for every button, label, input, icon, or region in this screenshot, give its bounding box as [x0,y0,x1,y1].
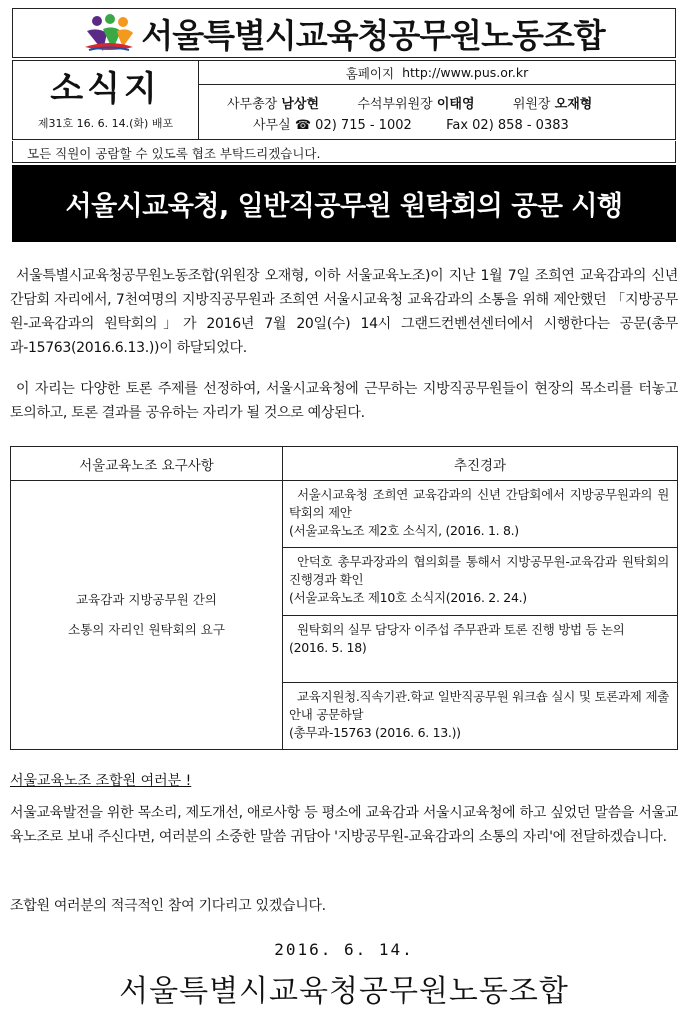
fax-number: 02) 858 - 0383 [472,118,569,133]
homepage-label: 홈페이지 [345,65,395,81]
officer-role: 사무총장 [227,97,278,112]
progress-ref: (총무과-15763 (2016. 6. 13.)) [289,724,461,740]
progress-item [283,615,677,682]
progress-item [283,481,677,547]
officer-name: 남상현 [281,97,320,112]
newsletter-info [12,60,676,140]
officers-line [199,85,675,112]
issue-date: 2016. 6. 14. [274,940,414,959]
headline: 서울시교육청, 일반직공무원 원탁회의 공문 시행 [65,191,623,222]
body-paragraph: 서울특별시교육청공무원노동조합(위원장 오재형, 이하 서울교육노조)이 지난 1월 7일 조희연 교육감과의 신년 간담회 자리에서, 7천여명의 지방직공무원과 조희연 서울시교육청 교육감과의 소통을 위해 제안했던 「지방공무원-교육감과의 원탁회의」가 2016년 7월 20일(수) 14시 그랜드컨벤션센터에서 시행한다는 공문(총무과-15763(2016.6.13.))이 하달되었다. [10,268,678,356]
progress-ref: (서울교육노조 제10호 소식지(2016. 2. 24.) [289,590,527,606]
organization-name: 서울특별시교육청공무원노동조합 [141,15,605,55]
homepage-line [199,61,675,85]
progress-table [10,446,678,750]
signature: 서울특별시교육청공무원노동조합 [119,974,569,1009]
request-line: 교육감과 지방공무원 간의 [76,592,217,607]
progress-ref: (2016. 5. 18) [289,639,367,655]
request-line: 소통의 자리인 원탁회의 요구 [68,622,225,637]
request-cell [11,481,283,749]
progress-cell [283,481,677,749]
progress-text: 서울시교육청 조희연 교육감과의 신년 간담회에서 지방공무원과의 원탁회의 제안 [289,487,669,520]
progress-text: 안덕호 총무과장과의 협의회를 통해서 지방공무원-교육감과 원탁회의 진행경과 확인 [289,554,669,588]
column-header-request: 서울교육노조 요구사항 [11,447,283,480]
homepage-url[interactable]: http://www.pus.or.kr [402,65,529,80]
table-header [11,447,677,481]
body-paragraph: 이 자리는 다양한 토론 주제를 선정하여, 서울시교육청에 근무하는 지방직공무원들이 현장의 목소리를 터놓고 토의하고, 토론 결과를 공유하는 자리가 될 것으로 예상된다. [10,381,678,421]
newsletter-title: 소식지 [50,69,161,109]
progress-ref: (서울교육노조 제2호 소식지, (2016. 1. 8.) [289,523,519,538]
officer-name: 이태영 [436,97,475,112]
column-header-progress: 추진경과 [453,457,507,474]
union-logo-icon [83,13,135,53]
contact-line [199,112,675,133]
masthead-banner [12,8,676,58]
progress-text: 원탁회의 실무 담당자 이주섭 주무관과 토론 진행 방법 등 논의 [297,621,625,637]
contact-box [199,61,675,139]
progress-item [283,682,677,749]
issue-info: 제31호 16. 6. 14.(화) 배포 [37,117,174,130]
table-body [11,481,677,749]
newsletter-title-box [13,61,199,139]
closing-paragraph: 조합원 여러분의 적극적인 참여 기다리고 있겠습니다. [10,898,326,914]
officer-role: 위원장 [512,97,551,112]
office-label: 사무실 [253,118,291,133]
progress-text: 교육지원청.직속기관.학교 일반직공무원 워크숍 실시 및 토론과제 제출 안내 공문하달 [289,688,669,722]
circulation-notice: 모든 직원이 공람할 수 있도록 협조 부탁드리겠습니다. [12,141,676,163]
phone-icon: ☎ [294,118,312,133]
progress-item [283,547,677,614]
headline-banner [12,165,676,242]
officer-name: 오재형 [554,97,593,112]
closing-paragraph: 서울교육발전을 위한 목소리, 제도개선, 애로사항 등 평소에 교육감과 서울시교육청에 하고 싶었던 말씀을 서울교육노조로 보내 주신다면, 여러분의 소중한 말씀 귀담아 '지방공무원-교육감과의 소통의 자리'에 전달하겠습니다. [10,805,678,845]
phone-number: 02) 715 - 1002 [315,118,412,133]
officer-role: 수석부위원장 [357,97,433,112]
fax-label: Fax [446,118,469,133]
member-greeting: 서울교육노조 조합원 여러분 ! [10,773,192,789]
